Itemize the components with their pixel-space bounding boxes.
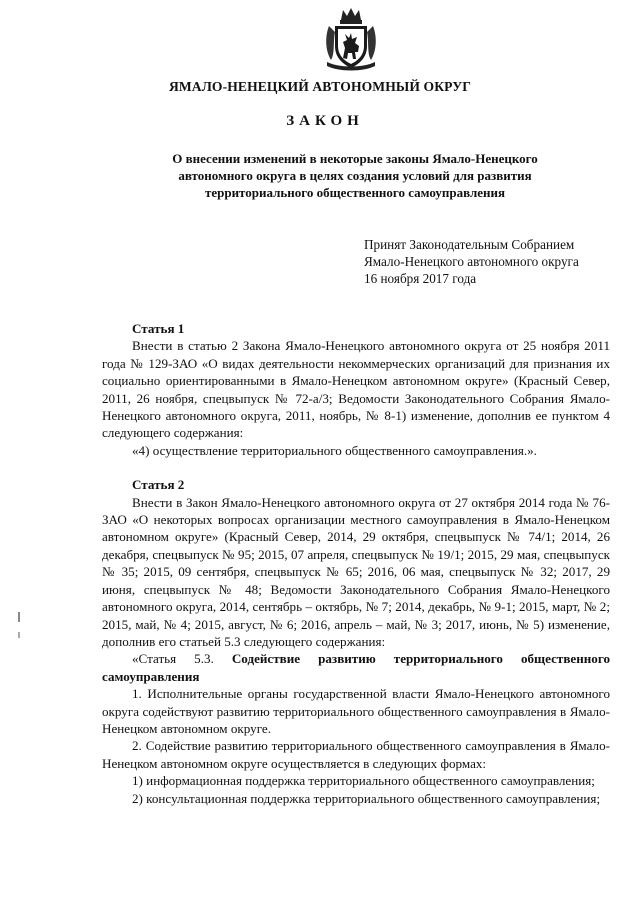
new-article-title: Содействие развитию территориального общественного самоуправления [102,651,610,684]
scan-margin-mark [18,632,20,638]
adoption-line: Принят Законодательным Собранием [364,237,575,252]
article-1-text: Внести в статью 2 Закона Ямало-Ненецкого автономного округа от 25 ноября 2011 года № 129-ЗАО «О видах деятельности некоммерческих организаций для признания их социально ориентированными в Ямало-Ненецком автономном округе» (Красный Север, 2011, 26 ноября, спецвыпуск № 72-а/3; Ведомости Законодательного Собрания Ямало-Ненецкого автономного округа, 2011, ноябрь, № 8-1) изменение, дополнив ее пунктом 4 следующего содержания: [102,338,610,441]
new-article-number: «Статья 5.3. [132,651,214,667]
support-form-1: 1) информационная поддержка территориального общественного самоуправления; [132,773,595,789]
article-1-item: «4) осуществление территориального общественного самоуправления.». [132,442,537,458]
subject-line: автономного округа в целях создания условий для развития [178,168,532,183]
region-title: ЯМАЛО-НЕНЕЦКИЙ АВТОНОМНЫЙ ОКРУГ [168,79,472,94]
new-article-paragraph-2: 2. Содействие развитию территориального общественного самоуправления в Ямало-Ненецком автономном округе осуществляется в следующих формах: [102,738,610,771]
law-subject-title [130,150,580,201]
coat-of-arms-icon [321,6,381,72]
document-type-title: ЗАКОН [286,113,364,129]
article-2-heading: Статья 2 [132,477,185,493]
article-1-heading: Статья 1 [132,321,185,336]
new-article-paragraph-1: 1. Исполнительные органы государственной власти Ямало-Ненецкого автономного округа содействуют развитию территориального общественного самоуправления в Ямало-Ненецком автономном округе. [102,686,610,736]
adoption-note [364,236,579,287]
article-2-text: Внести в Закон Ямало-Ненецкого автономного округа от 27 октября 2014 года № 76-ЗАО «О некоторых вопросах организации местного самоуправления в Ямало-Ненецком автономном округе» (Красный Север, 2014, 29 октября, спецвыпуск № 74/1; 2014, 26 декабря, спецвыпуск № 95; 2015, 07 апреля, спецвыпуск № 19/1; 2015, 29 мая, спецвыпуск № 35; 2015, 09 сентября, спецвыпуск № 65; 2016, 06 мая, спецвыпуск № 32; 2017, 29 июня, спецвыпуск № 48; Ведомости Законодательного Собрания Ямало-Ненецкого автономного округа, 2014, сентябрь – октябрь, № 7; 2014, декабрь, № 9-1; 2015, март, № 2; 2015, май, № 4; 2015, август, № 6; 2016, апрель – май, № 3; 2017, июнь, № 5) изменение, дополнив его статьей 5.3 следующего содержания: [102,494,610,649]
law-body [102,320,610,807]
support-form-2: 2) консультационная поддержка территориального общественного самоуправления; [132,790,601,806]
subject-line: О внесении изменений в некоторые законы Ямало-Ненецкого [172,151,538,166]
scan-margin-mark [18,612,20,622]
adoption-line: Ямало-Ненецкого автономного округа [364,254,579,269]
new-article-heading [102,650,610,685]
spacer [102,459,610,476]
adoption-date: 16 ноября 2017 года [364,271,477,286]
subject-line: территориального общественного самоуправления [204,185,506,200]
